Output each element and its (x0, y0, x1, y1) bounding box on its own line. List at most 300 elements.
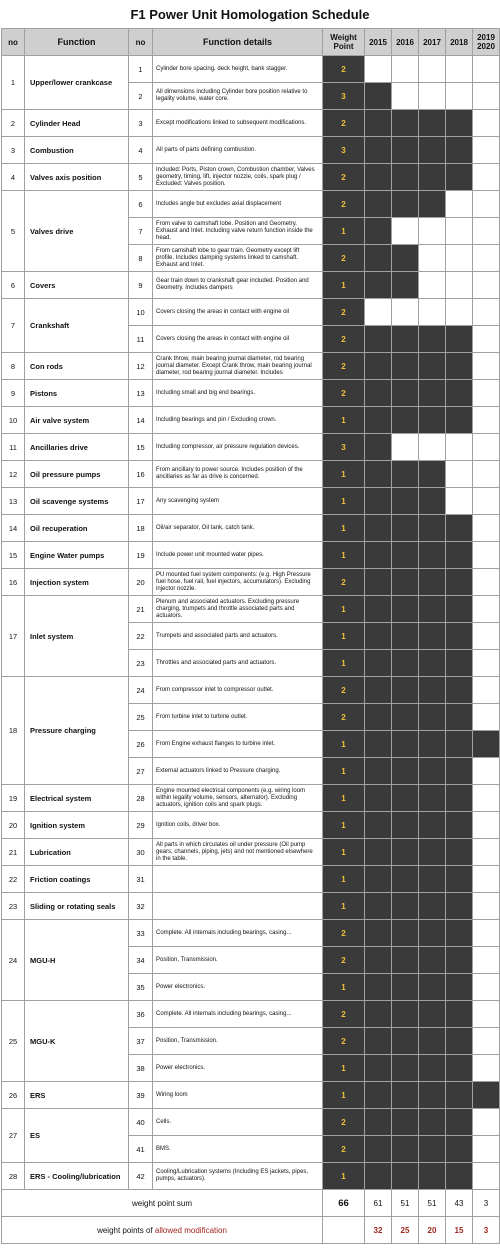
group-function: Oil scavenge systems (25, 488, 129, 515)
year-cell-empty (473, 866, 500, 893)
year-cell-filled (446, 569, 473, 596)
year-cell-filled (392, 272, 419, 299)
item-details: Ignition coils, driver box. (153, 812, 323, 839)
year-cell-empty (473, 218, 500, 245)
group-number: 14 (2, 515, 25, 542)
item-details: BMS. (153, 1136, 323, 1163)
group-function: Pistons (25, 380, 129, 407)
item-number: 28 (129, 785, 153, 812)
weight-point: 2 (323, 1136, 365, 1163)
year-cell-filled (419, 488, 446, 515)
year-cell-filled (446, 1028, 473, 1055)
year-cell-filled (365, 812, 392, 839)
weight-point: 1 (323, 866, 365, 893)
year-cell-filled (419, 110, 446, 137)
year-cell-filled (446, 1109, 473, 1136)
allowed-year: 25 (392, 1217, 419, 1244)
year-cell-filled (365, 353, 392, 380)
sum-year: 43 (446, 1190, 473, 1217)
allowed-year: 3 (473, 1217, 500, 1244)
year-cell-filled (365, 866, 392, 893)
item-number: 25 (129, 704, 153, 731)
year-cell-filled (365, 542, 392, 569)
year-cell-filled (392, 164, 419, 191)
item-number: 19 (129, 542, 153, 569)
weight-point: 1 (323, 542, 365, 569)
item-details: From turbine inlet to turbine outlet. (153, 704, 323, 731)
year-cell-empty (419, 56, 446, 83)
weight-point: 1 (323, 758, 365, 785)
year-cell-filled (365, 974, 392, 1001)
weight-point: 1 (323, 650, 365, 677)
item-number: 30 (129, 839, 153, 866)
header-function: Function (25, 29, 129, 56)
year-cell-filled (419, 839, 446, 866)
year-cell-filled (365, 461, 392, 488)
item-number: 5 (129, 164, 153, 191)
weight-point: 1 (323, 272, 365, 299)
year-cell-empty (473, 461, 500, 488)
group-number: 13 (2, 488, 25, 515)
year-cell-empty (446, 488, 473, 515)
weight-point: 1 (323, 461, 365, 488)
year-cell-filled (365, 785, 392, 812)
year-cell-filled (392, 1109, 419, 1136)
header-no: no (2, 29, 25, 56)
year-cell-empty (392, 83, 419, 110)
year-cell-filled (365, 515, 392, 542)
year-cell-filled (392, 812, 419, 839)
year-cell-empty (473, 1163, 500, 1190)
weight-point: 2 (323, 1001, 365, 1028)
year-cell-filled (392, 974, 419, 1001)
year-cell-empty (473, 1001, 500, 1028)
year-cell-filled (446, 623, 473, 650)
table-row (2, 56, 500, 83)
table-row (2, 137, 500, 164)
year-cell-filled (365, 83, 392, 110)
weight-point: 2 (323, 1109, 365, 1136)
group-function: ERS (25, 1082, 129, 1109)
year-cell-empty (473, 1109, 500, 1136)
item-details: Gear train down to crankshaft gear included. Position and Geometry. Includes dampers (153, 272, 323, 299)
year-cell-empty (473, 920, 500, 947)
year-cell-filled (446, 326, 473, 353)
year-cell-empty (473, 785, 500, 812)
year-cell-filled (392, 1136, 419, 1163)
group-function: Valves drive (25, 191, 129, 272)
weight-point: 1 (323, 218, 365, 245)
group-number: 5 (2, 191, 25, 272)
item-number: 27 (129, 758, 153, 785)
group-number: 3 (2, 137, 25, 164)
group-function: Engine Water pumps (25, 542, 129, 569)
table-row (2, 893, 500, 920)
year-cell-filled (392, 137, 419, 164)
year-cell-filled (365, 677, 392, 704)
year-cell-filled (365, 407, 392, 434)
table-row (2, 164, 500, 191)
year-cell-filled (392, 407, 419, 434)
item-details: Covers closing the areas in contact with engine oil (153, 326, 323, 353)
allowed-row (2, 1217, 500, 1244)
year-cell-filled (365, 569, 392, 596)
year-cell-filled (419, 623, 446, 650)
year-cell-empty (473, 272, 500, 299)
weight-point: 1 (323, 1055, 365, 1082)
group-function: MGU-K (25, 1001, 129, 1082)
year-cell-filled (419, 461, 446, 488)
year-cell-empty (446, 245, 473, 272)
item-number: 33 (129, 920, 153, 947)
year-cell-filled (446, 866, 473, 893)
year-cell-filled (419, 1001, 446, 1028)
item-number: 14 (129, 407, 153, 434)
weight-point: 2 (323, 110, 365, 137)
item-details: Includes angle but excludes axial displacement (153, 191, 323, 218)
year-cell-filled (392, 677, 419, 704)
header-year: 2015 (365, 29, 392, 56)
item-number: 36 (129, 1001, 153, 1028)
table-row (2, 839, 500, 866)
year-cell-filled (419, 1109, 446, 1136)
item-number: 39 (129, 1082, 153, 1109)
sum-row (2, 1190, 500, 1217)
allowed-year: 32 (365, 1217, 392, 1244)
group-number: 9 (2, 380, 25, 407)
weight-point: 1 (323, 623, 365, 650)
weight-point: 2 (323, 1028, 365, 1055)
weight-point: 2 (323, 56, 365, 83)
year-cell-filled (419, 731, 446, 758)
year-cell-filled (419, 947, 446, 974)
group-number: 24 (2, 920, 25, 1001)
year-cell-filled (446, 164, 473, 191)
item-number: 37 (129, 1028, 153, 1055)
item-details: From Engine exhaust flanges to turbine inlet. (153, 731, 323, 758)
year-cell-filled (446, 1001, 473, 1028)
item-details: Cells. (153, 1109, 323, 1136)
item-number: 26 (129, 731, 153, 758)
year-cell-filled (392, 326, 419, 353)
year-cell-filled (392, 758, 419, 785)
item-details (153, 866, 323, 893)
year-cell-empty (392, 56, 419, 83)
year-cell-empty (473, 839, 500, 866)
year-cell-filled (446, 650, 473, 677)
table-row (2, 380, 500, 407)
group-number: 27 (2, 1109, 25, 1163)
group-function: Electrical system (25, 785, 129, 812)
year-cell-filled (419, 866, 446, 893)
year-cell-filled (365, 1028, 392, 1055)
year-cell-empty (473, 1055, 500, 1082)
weight-point: 2 (323, 704, 365, 731)
weight-point: 2 (323, 353, 365, 380)
group-number: 26 (2, 1082, 25, 1109)
year-cell-filled (419, 1028, 446, 1055)
year-cell-filled (365, 110, 392, 137)
group-function: Upper/lower crankcase (25, 56, 129, 110)
weight-point: 1 (323, 1082, 365, 1109)
year-cell-empty (446, 461, 473, 488)
year-cell-filled (392, 245, 419, 272)
year-cell-filled (419, 893, 446, 920)
year-cell-filled (392, 380, 419, 407)
year-cell-filled (365, 272, 392, 299)
year-cell-filled (419, 569, 446, 596)
item-details: From ancillary to power source. Includes position of the ancillaries as far as drive is concerned. (153, 461, 323, 488)
year-cell-filled (446, 137, 473, 164)
table-row (2, 1001, 500, 1028)
year-cell-empty (446, 56, 473, 83)
group-number: 23 (2, 893, 25, 920)
homologation-table (1, 28, 500, 1244)
year-cell-filled (392, 947, 419, 974)
year-cell-filled (446, 110, 473, 137)
year-cell-empty (446, 218, 473, 245)
year-cell-empty (446, 83, 473, 110)
year-cell-empty (473, 488, 500, 515)
group-number: 11 (2, 434, 25, 461)
weight-point: 3 (323, 137, 365, 164)
page-title: F1 Power Unit Homologation Schedule (130, 7, 370, 22)
year-cell-filled (365, 839, 392, 866)
year-cell-filled (419, 758, 446, 785)
year-cell-empty (473, 353, 500, 380)
year-cell-filled (392, 1001, 419, 1028)
item-number: 11 (129, 326, 153, 353)
year-cell-filled (446, 758, 473, 785)
item-details: Oil/air separator, Oil tank, catch tank. (153, 515, 323, 542)
table-row (2, 542, 500, 569)
year-cell-filled (446, 407, 473, 434)
year-cell-filled (419, 191, 446, 218)
table-row (2, 812, 500, 839)
table-row (2, 515, 500, 542)
year-cell-filled (446, 1082, 473, 1109)
year-cell-empty (473, 434, 500, 461)
group-function: Crankshaft (25, 299, 129, 353)
year-cell-filled (392, 515, 419, 542)
year-cell-filled (392, 1028, 419, 1055)
year-cell-empty (473, 947, 500, 974)
year-cell-filled (419, 704, 446, 731)
year-cell-filled (365, 623, 392, 650)
group-number: 2 (2, 110, 25, 137)
year-cell-filled (419, 326, 446, 353)
year-cell-empty (365, 56, 392, 83)
group-function: Combustion (25, 137, 129, 164)
weight-point: 2 (323, 947, 365, 974)
year-cell-empty (473, 83, 500, 110)
header-sub-no: no (129, 29, 153, 56)
item-number: 41 (129, 1136, 153, 1163)
year-cell-empty (473, 515, 500, 542)
item-number: 29 (129, 812, 153, 839)
group-number: 6 (2, 272, 25, 299)
year-cell-filled (446, 839, 473, 866)
item-number: 40 (129, 1109, 153, 1136)
group-function: Con rods (25, 353, 129, 380)
year-cell-filled (419, 1136, 446, 1163)
allowed-year: 15 (446, 1217, 473, 1244)
header-weight: Weight Point (323, 29, 365, 56)
table-row (2, 677, 500, 704)
year-cell-filled (392, 893, 419, 920)
year-cell-filled (365, 380, 392, 407)
item-details: Complete. All internals including bearings, casing... (153, 920, 323, 947)
year-cell-empty (419, 434, 446, 461)
year-cell-filled (392, 569, 419, 596)
year-cell-empty (473, 542, 500, 569)
year-cell-empty (473, 110, 500, 137)
year-cell-filled (392, 731, 419, 758)
year-cell-filled (365, 1136, 392, 1163)
year-cell-filled (419, 650, 446, 677)
year-cell-empty (392, 218, 419, 245)
year-cell-filled (365, 218, 392, 245)
table-row (2, 434, 500, 461)
year-cell-empty (473, 326, 500, 353)
item-details: Engine mounted electrical components (e.g. wiring loom within legality volume, sensors, alternator). Excluding actuators, ignition coils and spark plugs. (153, 785, 323, 812)
sum-year: 3 (473, 1190, 500, 1217)
group-number: 7 (2, 299, 25, 353)
year-cell-filled (365, 1055, 392, 1082)
item-details: From compressor inlet to compressor outlet. (153, 677, 323, 704)
weight-point: 1 (323, 407, 365, 434)
group-function: Cylinder Head (25, 110, 129, 137)
year-cell-empty (473, 164, 500, 191)
table-row (2, 191, 500, 218)
year-cell-filled (419, 407, 446, 434)
year-cell-empty (473, 677, 500, 704)
group-number: 1 (2, 56, 25, 110)
year-cell-filled (392, 191, 419, 218)
year-cell-empty (392, 434, 419, 461)
item-details: Wiring loom (153, 1082, 323, 1109)
year-cell-empty (392, 299, 419, 326)
year-cell-filled (365, 1001, 392, 1028)
group-function: Friction coatings (25, 866, 129, 893)
item-number: 15 (129, 434, 153, 461)
item-number: 12 (129, 353, 153, 380)
group-number: 21 (2, 839, 25, 866)
year-cell-filled (446, 1055, 473, 1082)
weight-point: 1 (323, 893, 365, 920)
item-details: Complete. All internals including bearings, casing... (153, 1001, 323, 1028)
group-number: 16 (2, 569, 25, 596)
item-details: All dimensions including Cylinder bore position relative to legality volume, water core. (153, 83, 323, 110)
group-function: MGU-H (25, 920, 129, 1001)
year-cell-filled (446, 1136, 473, 1163)
item-details: Cooling/Lubrication systems (Including ES jackets, pipes, pumps, actuators). (153, 1163, 323, 1190)
year-cell-filled (473, 1082, 500, 1109)
year-cell-filled (392, 1163, 419, 1190)
weight-point: 1 (323, 515, 365, 542)
item-number: 24 (129, 677, 153, 704)
sum-year: 61 (365, 1190, 392, 1217)
group-number: 4 (2, 164, 25, 191)
table-row (2, 110, 500, 137)
group-function: Injection system (25, 569, 129, 596)
header-year: 2019 2020 (473, 29, 500, 56)
table-body (2, 56, 500, 1190)
year-cell-empty (473, 893, 500, 920)
item-details: Included: Ports, Piston crown, Combustion chamber, Valves geometry, timing, lift, injector nozzle, coils, spark plug / Excluded: Valves position. (153, 164, 323, 191)
weight-point: 1 (323, 785, 365, 812)
item-details: Crank throw, main bearing journal diameter, rod bearing journal diameter. Except Crank throw, main bearing journal diameter, rod bearing journal diameter. Includes (153, 353, 323, 380)
item-details: Cylinder bore spacing, deck height, bank stagger. (153, 56, 323, 83)
item-details: Including bearings and pin / Excluding crown. (153, 407, 323, 434)
weight-point: 1 (323, 596, 365, 623)
weight-point: 2 (323, 164, 365, 191)
item-number: 16 (129, 461, 153, 488)
year-cell-filled (365, 245, 392, 272)
item-number: 3 (129, 110, 153, 137)
item-number: 13 (129, 380, 153, 407)
year-cell-filled (392, 1082, 419, 1109)
weight-point: 2 (323, 245, 365, 272)
year-cell-filled (446, 380, 473, 407)
year-cell-filled (365, 1163, 392, 1190)
year-cell-filled (446, 1163, 473, 1190)
year-cell-filled (419, 677, 446, 704)
item-number: 2 (129, 83, 153, 110)
group-number: 12 (2, 461, 25, 488)
table-row (2, 272, 500, 299)
year-cell-filled (365, 920, 392, 947)
year-cell-filled (446, 542, 473, 569)
item-number: 17 (129, 488, 153, 515)
table-row (2, 785, 500, 812)
group-function: Air valve system (25, 407, 129, 434)
year-cell-filled (446, 731, 473, 758)
weight-point: 1 (323, 974, 365, 1001)
group-number: 22 (2, 866, 25, 893)
year-cell-filled (392, 488, 419, 515)
year-cell-empty (473, 407, 500, 434)
year-cell-empty (473, 650, 500, 677)
year-cell-filled (392, 704, 419, 731)
item-number: 31 (129, 866, 153, 893)
year-cell-filled (365, 650, 392, 677)
sum-label: weight point sum (2, 1190, 323, 1217)
group-number: 28 (2, 1163, 25, 1190)
item-details: PU mounted fuel system components: (e.g. High Pressure fuel hose, fuel rail, fuel injectors, accumulators). Excluding injector nozzle. (153, 569, 323, 596)
allowed-year: 20 (419, 1217, 446, 1244)
table-row (2, 1082, 500, 1109)
table-row (2, 596, 500, 623)
year-cell-empty (473, 245, 500, 272)
item-number: 10 (129, 299, 153, 326)
item-number: 23 (129, 650, 153, 677)
group-function: Inlet system (25, 596, 129, 677)
year-cell-filled (392, 920, 419, 947)
sum-year: 51 (392, 1190, 419, 1217)
sum-year: 51 (419, 1190, 446, 1217)
year-cell-filled (365, 704, 392, 731)
header-row (2, 29, 500, 56)
year-cell-filled (446, 893, 473, 920)
item-number: 7 (129, 218, 153, 245)
allowed-total-empty (323, 1217, 365, 1244)
year-cell-filled (446, 812, 473, 839)
header-year: 2018 (446, 29, 473, 56)
header-year: 2016 (392, 29, 419, 56)
year-cell-filled (392, 1055, 419, 1082)
item-details: Position, Transmission. (153, 947, 323, 974)
